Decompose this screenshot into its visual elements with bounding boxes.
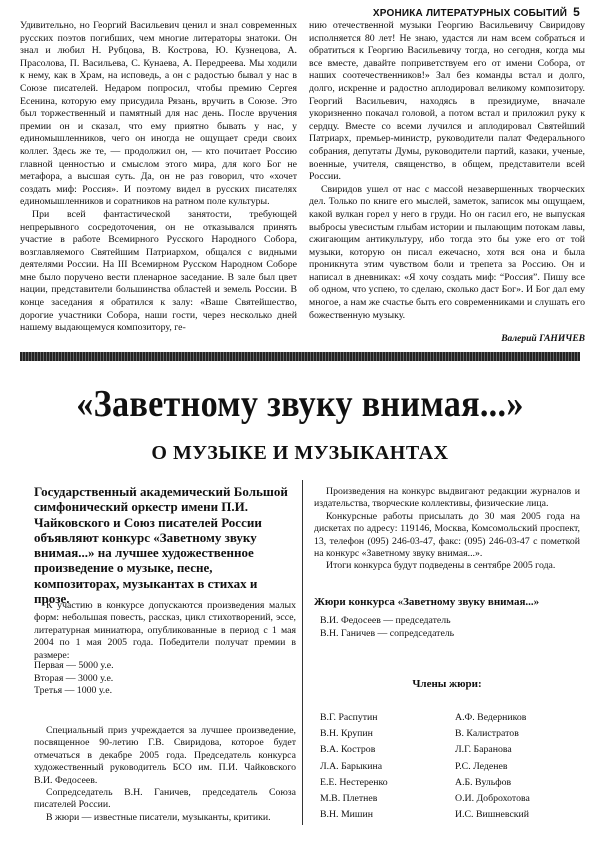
article-paragraph: нию отечественной музыки Георгию Васильевичу Свиридову исполняется 80 лет! Не знаю, удастся ли нам всем собраться и обратиться к Георгию Васильевичу тогда, но сегодня, когда мы все вместе, давайте поприветствуем его от имени Собора, от наших соотечественников!» Зал без команды встал и долго, долго, искренне и радостно аплодировал великому композитору. Георгий Васильевич, находясь в президиуме, вначале укоризненно покачал головой, а потом встал и приложил руку к сердцу. Вместе со всеми лучился и аплодировал Святейший Патриарх, премьер-министр, руководители палат Федерального собрания, депутаты Думы, руководители партий, казаки, ученые, военные, учителя, священство, в общем, представители всей России.: [309, 20, 585, 183]
jury-member: А.Б. Вульфов: [455, 776, 512, 788]
prize-list: [34, 660, 114, 698]
special-prize: [34, 725, 296, 824]
article-paragraph: Свиридов ушел от нас с массой незавершенных творческих дел. Только по книге его мыслей, заметок, записок мы ощущаем, какой вулкан горел у него в груди. Но он гасил его, не выпуская выбросы увесистым глыбам истории и пылающим потокам лавы, сжигающим антикультуру, ибо тогда это бы уже его от той музыки, которую он писал ежечасно, хотя вся она и была проникнута этим чувством боли и трепета за Россию. Он и написал в дневниках: «Я хочу создать миф: “Россия”. Пишу все об одном, что успею, то сделаю, сколько даст Бог». И Бог дал ему многое, а нам же счастье быть его современниками и слушать его божественную музыку.: [309, 183, 585, 321]
subheadline: О МУЗЫКЕ И МУЗЫКАНТАХ: [151, 442, 449, 464]
special-paragraph: Специальный приз учреждается за лучшее произведение, посвященное 90-летию Г.В. Свиридова, которое будет отмечаться в декабре 2005 года. Председатель конкурса художественный руководитель БСО им. П.И. Чайковского В.И. Федосеев.: [34, 725, 296, 786]
jury-members-left: [320, 712, 388, 825]
prize-item: Третья — 1000 у.е.: [34, 685, 113, 697]
jury-member: А.Ф. Ведерников: [455, 712, 527, 723]
jury-member: В.Г. Распутин: [320, 712, 378, 723]
prize-item: Первая — 5000 у.е.: [34, 660, 114, 671]
jury-member: О.И. Доброхотова: [455, 792, 530, 804]
jury-member: Л.А. Барыкина: [320, 760, 383, 772]
jury-leads: [320, 615, 454, 640]
jury-member: И.С. Вишневский: [455, 809, 530, 821]
special-paragraph: В жюри — известные писатели, музыканты, критики.: [46, 811, 271, 823]
headline: «Заветному звуку внимая...»: [76, 383, 524, 425]
jury-member: В.А. Костров: [320, 744, 376, 756]
jury-title: Жюри конкурса «Заветному звуку внимая...»: [314, 596, 540, 608]
jury-member: В.Н. Мишин: [320, 809, 373, 821]
jury-member: М.В. Плетнев: [320, 792, 378, 804]
jury-members-right: [455, 712, 530, 825]
jury-member: В. Калистратов: [455, 728, 519, 740]
running-head: [373, 5, 580, 19]
prize-item: Вторая — 3000 у.е.: [34, 672, 114, 684]
rules-paragraph: Конкурсные работы присылать до 30 мая 2005 года на дискетах по адресу: 119146, Москва, Комсомольский проспект, 13, телефон (095) 246-03-47, факс: (095) 246-03-47 с пометкой на конкурс «Заветному звуку внимая...».: [314, 510, 580, 560]
article-paragraph: Удивительно, но Георгий Васильевич ценил и знал современных русских поэтов погибших, чем многие литераторы знатоки. Он знал и любил Н. Рубцова, В. Кострова, Ю. Кузнецова, А. Прасолова, П. Васильева, С. Кунаева, А. Передреева. Мы ходили к нему, как в Храм, на исповедь, а он с радостью бывал у нас в Союзе писателей. Недаром попросил, чтобы премию Сергея Есенина, которую ему присудила Рязань, вручить в Союзе. Это был торжественный и памятный для нас день. После вручения премии он и сказал, что ему приятно бывать у нас, у единомышленников, чего он иногда не ощущает среди своих коллег. Здесь же те, — продолжил он, — кто почитает Россию главной ценностью и смыслом этого мира, для кого Бог не метафора, а высшая суть. Да, он не раз говорил, что «хочет создать миф: Россия». И поэтому видел в русских писателях единомышленников и соратников на ратном поле культуры.: [20, 20, 297, 208]
column-divider: [302, 480, 303, 825]
rules-paragraph: Итоги конкурса будут подведены в сентябре 2005 года.: [326, 560, 556, 572]
prizes-intro: [34, 600, 296, 662]
article-top: [20, 20, 585, 355]
members-title: Члены жюри:: [412, 678, 482, 690]
article-paragraph: При всей фантастической занятости, требующей непрерывного сосредоточения, он не отказывался принять участие в работе Всемирного Русского Народного Собора, возглавляемого Святейшим Патриархом, общался с видными деятелями России. На III Всемирном Русском Народном Соборе мне было поручено вести пленарное заседание. В зале был цвет нации, представители большинства областей и земель России. В конце заседания я обратился к залу: «Ваше Святейшество, дорогие участники Собора, наши гости, через несколько дней нашему выдающемуся композитору, ге-: [20, 208, 297, 334]
author-signature: Валерий ГАНИЧЕВ: [501, 334, 585, 344]
rules-paragraph: Произведения на конкурс выдвигают редакции журналов и издательства, творческие коллективы, физические лица.: [314, 486, 580, 510]
jury-chair: В.И. Федосеев — председатель: [320, 615, 451, 626]
section-title: ХРОНИКА ЛИТЕРАТУРНЫХ СОБЫТИЙ: [372, 8, 568, 19]
contest-rules: [314, 486, 580, 573]
jury-cochair: В.Н. Ганичев — сопредседатель: [320, 627, 455, 639]
jury-member: Л.Г. Баранова: [455, 744, 512, 756]
prizes-intro-text: К участию в конкурсе допускаются произведения малых форм: небольшая повесть, рассказ, цикл стихотворений, эссе, литературная миниатюра, опубликованные в период с 1 мая 2004 по 1 мая 2005 года. Победители получат премии в размере:: [34, 600, 296, 661]
page-number: 5: [573, 5, 580, 19]
special-paragraph: Сопредседатель В.Н. Ганичев, председатель Союза писателей России.: [34, 787, 296, 811]
jury-member: Р.С. Леденев: [455, 760, 508, 772]
section-divider: [20, 352, 580, 361]
jury-member: Е.Е. Нестеренко: [320, 776, 388, 788]
article-left-column: [20, 20, 297, 335]
contest-announcement: Государственный академический Большой симфонический оркестр имени П.И. Чайковского и Союз писателей России объявляют конкурс «Заветному звуку внимая...» на лучшее художественное произведение о музыке, песне, композиторах, музыкантах в стихах и прозе.: [34, 484, 288, 607]
article-right-column: [309, 20, 585, 322]
jury-member: В.Н. Крупин: [320, 728, 373, 740]
